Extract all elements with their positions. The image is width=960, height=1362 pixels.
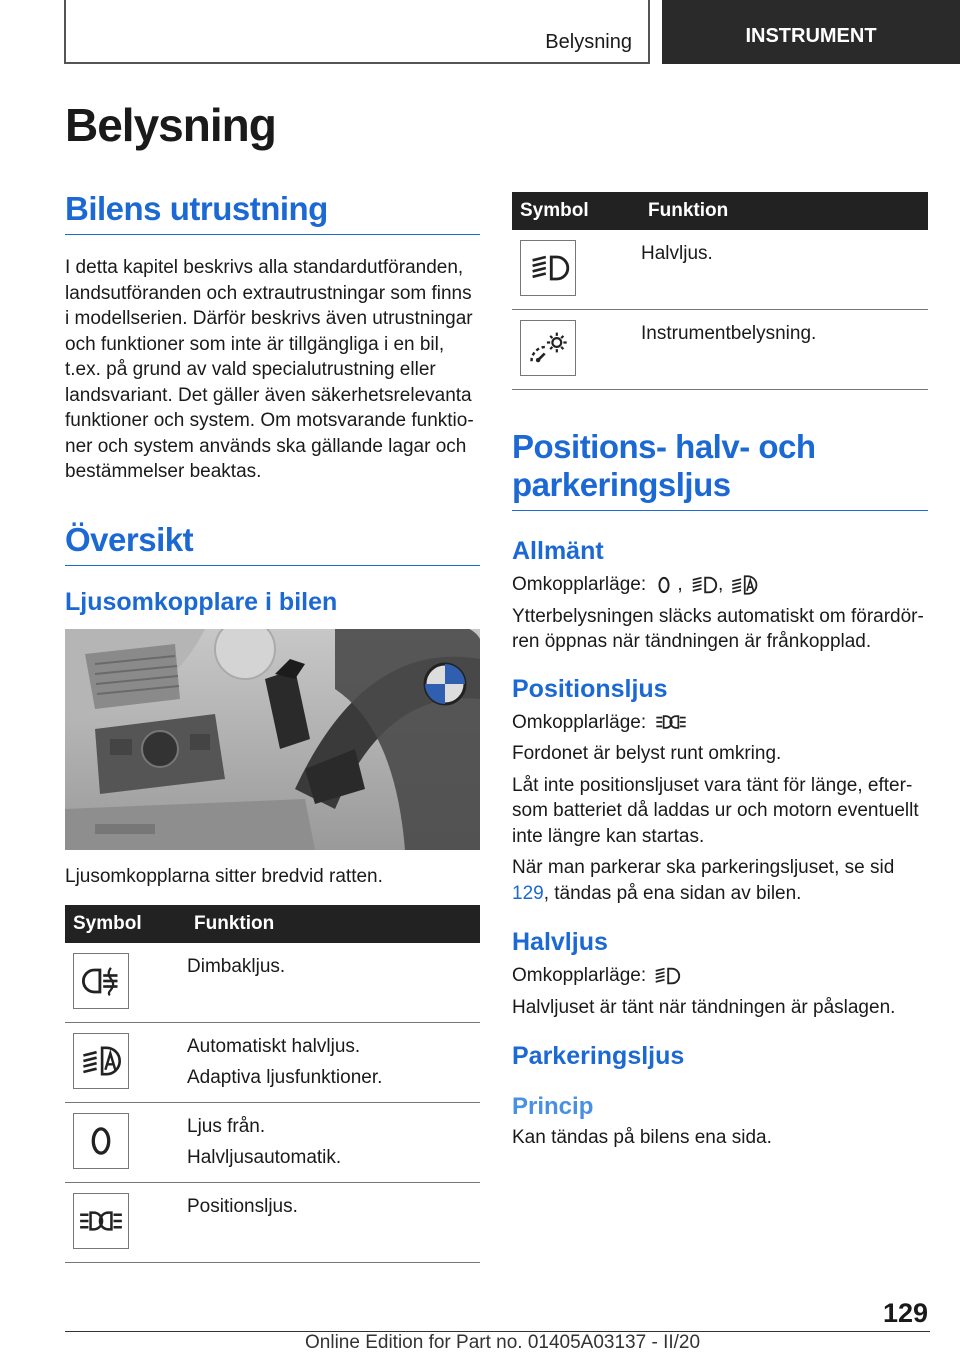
switch-position-line	[512, 710, 928, 736]
switch-label: Omkopplarläge:	[512, 711, 647, 733]
header-section-title: Belysning	[545, 31, 632, 53]
low-beam-paragraph: Halvljuset är tänt när tändningen är påslagen.	[512, 996, 896, 1018]
lights-off-icon	[73, 1113, 129, 1169]
function-text: Ljus från.	[187, 1116, 266, 1137]
table-row	[65, 1103, 480, 1183]
auto-low-beam-icon	[73, 1033, 129, 1089]
table-header-symbol: Symbol	[512, 192, 640, 230]
left-column	[65, 190, 480, 1263]
symbol-table-right	[512, 192, 928, 390]
function-text: Halvljus.	[641, 243, 713, 264]
subheading-low-beam: Halvljus	[512, 928, 608, 956]
table-row	[65, 943, 480, 1023]
header-chapter-tab: INSTRUMENT	[662, 0, 960, 64]
function-text: Dimbakljus.	[187, 956, 286, 977]
low-beam-icon	[520, 240, 576, 296]
paragraph-text: , tändas på ena sidan av bilen.	[543, 882, 802, 904]
table-row	[65, 1183, 480, 1263]
lights-off-icon	[651, 574, 677, 596]
table-header-function: Funktion	[186, 905, 480, 943]
general-paragraph: Ytterbelysningen släcks automatiskt om förardörren öppnas när tändningen är frånkopplad.	[512, 605, 924, 652]
table-header-symbol: Symbol	[65, 905, 186, 943]
table-row	[512, 230, 928, 310]
low-beam-icon	[651, 965, 681, 987]
section-heading-equipment: Bilens utrustning	[65, 190, 480, 235]
photo-caption: Ljusomkopplarna sitter bredvid ratten.	[65, 865, 383, 887]
section-heading-lights: Positions- halv- och parkeringsljus	[512, 428, 928, 511]
light-switch-photo	[65, 629, 480, 850]
page-reference-link[interactable]: 129	[512, 882, 544, 904]
section-heading-overview: Översikt	[65, 521, 480, 566]
parking-lights-icon	[651, 711, 691, 733]
parking-lights-icon	[73, 1193, 129, 1249]
symbol-table-left	[65, 905, 480, 1263]
subheading-parking-lights: Parkeringsljus	[512, 1042, 685, 1070]
subheading-position-lights: Positionsljus	[512, 674, 668, 703]
function-text: Halvljusautomatik.	[187, 1147, 342, 1168]
equipment-paragraph: I detta kapitel beskrivs alla standardutföranden, landsutföranden och extrautrustningar som finns i modellserien. Därför beskrivs även utrustningar och funktioner som inte är tillgängliga i en bil, t.ex. på grund av vald specialutrustning eller landsvariant. Det gäller även säkerhetsrelevanta funktioner och system. Om motsvarande funktioner och system används ska gällande lagar och bestämmelser beaktas.	[65, 257, 474, 482]
page-number: 129	[882, 1298, 928, 1328]
separator: ,	[677, 574, 683, 595]
position-lights-paragraph: Fordonet är belyst runt omkring.	[512, 743, 782, 764]
auto-low-beam-icon	[729, 574, 759, 596]
switch-position-line	[512, 963, 928, 989]
switch-position-line	[512, 572, 928, 598]
function-text: Positionsljus.	[187, 1196, 298, 1217]
fog-light-icon	[73, 953, 129, 1009]
function-text: Instrumentbelysning.	[641, 323, 817, 344]
table-header-function: Funktion	[640, 192, 928, 230]
subheading-general: Allmänt	[512, 537, 604, 565]
position-lights-paragraph: Låt inte positionsljuset vara tänt för länge, eftersom batteriet då laddas ur och motorn eventuellt inte längre kan startas.	[512, 774, 919, 847]
switch-label: Omkopplarläge:	[512, 965, 647, 986]
function-text: Automatiskt halvljus.	[187, 1036, 361, 1057]
parking-lights-paragraph: Kan tändas på bilens ena sida.	[512, 1127, 772, 1148]
table-row	[512, 310, 928, 390]
table-row	[65, 1023, 480, 1103]
instrument-lighting-icon	[520, 320, 576, 376]
right-column	[512, 192, 928, 1151]
switch-label: Omkopplarläge:	[512, 574, 647, 595]
subheading-principle: Princip	[512, 1093, 594, 1120]
page-title: Belysning	[65, 99, 276, 151]
paragraph-text: När man parkerar ska parkeringsljuset, se sid	[512, 857, 895, 878]
subheading-light-switch: Ljusomkopplare i bilen	[65, 587, 338, 616]
low-beam-icon	[688, 574, 718, 596]
position-lights-paragraph	[512, 855, 928, 906]
function-text: Adaptiva ljusfunktioner.	[187, 1067, 383, 1088]
running-header	[64, 0, 650, 64]
separator: ,	[717, 574, 724, 595]
footer-edition: Online Edition for Part no. 01405A03137 - II/20	[305, 1332, 701, 1353]
